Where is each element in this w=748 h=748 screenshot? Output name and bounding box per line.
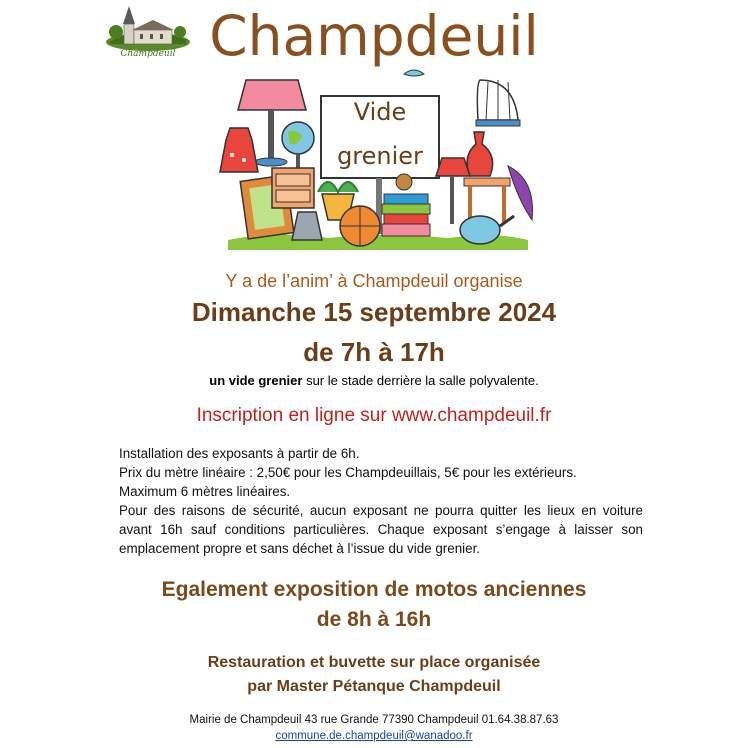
- info-rules: Pour des raisons de sécurité, aucun exposant ne pourra quitter les lieux en voiture avant 16h sauf conditions particulières. Chaque exposant s’engage à laisser son emplacement propre et sans déchet à l’issue du vide grenier.: [119, 503, 643, 556]
- birdcage-icon: [476, 80, 520, 126]
- intro-bold: un vide grenier: [209, 373, 303, 388]
- vase-icon: [467, 132, 493, 176]
- exhibition-title: Egalement exposition de motos anciennes: [161, 578, 587, 601]
- intro-rest: sur le stade derrière la salle polyvalente.: [302, 373, 539, 388]
- info-line-max: Maximum 6 mètres linéaires.: [119, 484, 291, 499]
- info-line-price: Prix du mètre linéaire : 2,50€ pour les Champdeuillais, 5€ pour les extérieurs.: [119, 465, 577, 480]
- dress-icon: [220, 128, 258, 172]
- event-hours: de 7h à 17h: [303, 337, 445, 367]
- exhibitor-info: [119, 444, 643, 558]
- catering-line-1: Restauration et buvette sur place organisée: [207, 654, 541, 671]
- sign-line-2: grenier: [337, 142, 423, 170]
- sign-line-1: Vide: [353, 98, 407, 126]
- catering-line-2: par Master Pétanque Champdeuil: [247, 678, 501, 695]
- exhibition-hours: de 8h à 16h: [316, 608, 432, 631]
- coffee-pot-icon: [292, 212, 322, 240]
- books-icon: [382, 224, 430, 236]
- page-title: Champdeuil: [209, 4, 539, 68]
- footer-email-link[interactable]: commune.de.champdeuil@wanadoo.fr: [275, 730, 473, 742]
- event-intro: [0, 373, 748, 388]
- logo-caption: Champdeuil: [120, 49, 176, 59]
- event-date: Dimanche 15 septembre 2024: [191, 297, 557, 327]
- teddy-bear-icon: [396, 174, 412, 190]
- organiser-line: Y a de l’anim’ à Champdeuil organise: [225, 271, 523, 291]
- umbrella-icon: [508, 166, 533, 220]
- signup-line: Inscription en ligne sur www.champdeuil.fr: [196, 405, 552, 426]
- info-line-setup: Installation des exposants à partir de 6h.: [119, 446, 360, 461]
- flea-market-illustration: [218, 60, 536, 250]
- footer-address: Mairie de Champdeuil 43 rue Grande 77390 Champdeuil 01.64.38.87.63: [189, 714, 559, 726]
